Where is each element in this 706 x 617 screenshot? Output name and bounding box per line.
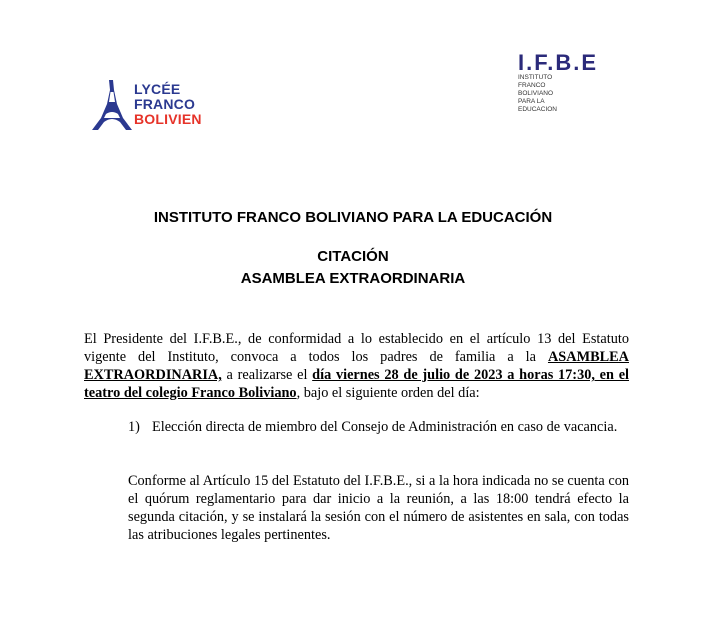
ifbe-sub-line: PARA LA [518, 98, 545, 105]
assembly-heading: ASAMBLEA EXTRAORDINARIA [240, 270, 466, 287]
ifbe-sub-line: INSTITUTO [518, 74, 553, 81]
ifbe-sub-line: EDUCACION [518, 106, 558, 113]
p1-assembly-emphasis: ASAMBLEA EXTRAORDINARIA, [84, 349, 629, 383]
lycee-franco-bolivien-logo [92, 80, 242, 135]
agenda-item-number: 1) [128, 419, 140, 435]
lycee-logo-line2: FRANCO [134, 96, 196, 112]
p1-text-c: a realizarse el [221, 367, 313, 383]
agenda-item-text: Elección directa de miembro del Consejo de Administración en caso de vacancia. [152, 419, 618, 435]
citation-heading: CITACIÓN [317, 248, 389, 265]
institution-heading: INSTITUTO FRANCO BOLIVIANO PARA LA EDUCACIÓN [153, 209, 553, 226]
quorum-paragraph: Conforme al Artículo 15 del Estatuto del I.F.B.E., si a la hora indicada no se cuenta con el quórum reglamentario para dar inicio a la reunión, a las 18:00 tendrá efecto la segunda citación, y se instalará la sesión con el número de asistentes en sala, con todas las atribuciones legales pertinentes. [128, 473, 629, 543]
ifbe-logo [518, 52, 638, 114]
lycee-logo-line3: BOLIVIEN [134, 111, 202, 127]
convocation-paragraph [84, 330, 629, 402]
lycee-logo-line1: LYCÉE [134, 81, 181, 97]
p1-text-a: El Presidente del I.F.B.E., de conformidad a lo establecido en el artículo 13 del Estatuto vigente del Instituto, convoca a todos los padres de familia a la [84, 331, 629, 365]
p1-date-location: día viernes 28 de julio de 2023 a horas 17:30, en el teatro del colegio Franco Boliviano [84, 367, 630, 401]
ifbe-sub-line: BOLIVIANO [518, 90, 554, 97]
ifbe-sub-line: FRANCO [518, 82, 546, 89]
p1-text-e: , bajo el siguiente orden del día: [296, 385, 480, 401]
eiffel-tower-icon [92, 80, 132, 132]
ifbe-logo-title: I.F.B.E [518, 50, 599, 75]
ifbe-logo-subtitle [518, 74, 638, 114]
